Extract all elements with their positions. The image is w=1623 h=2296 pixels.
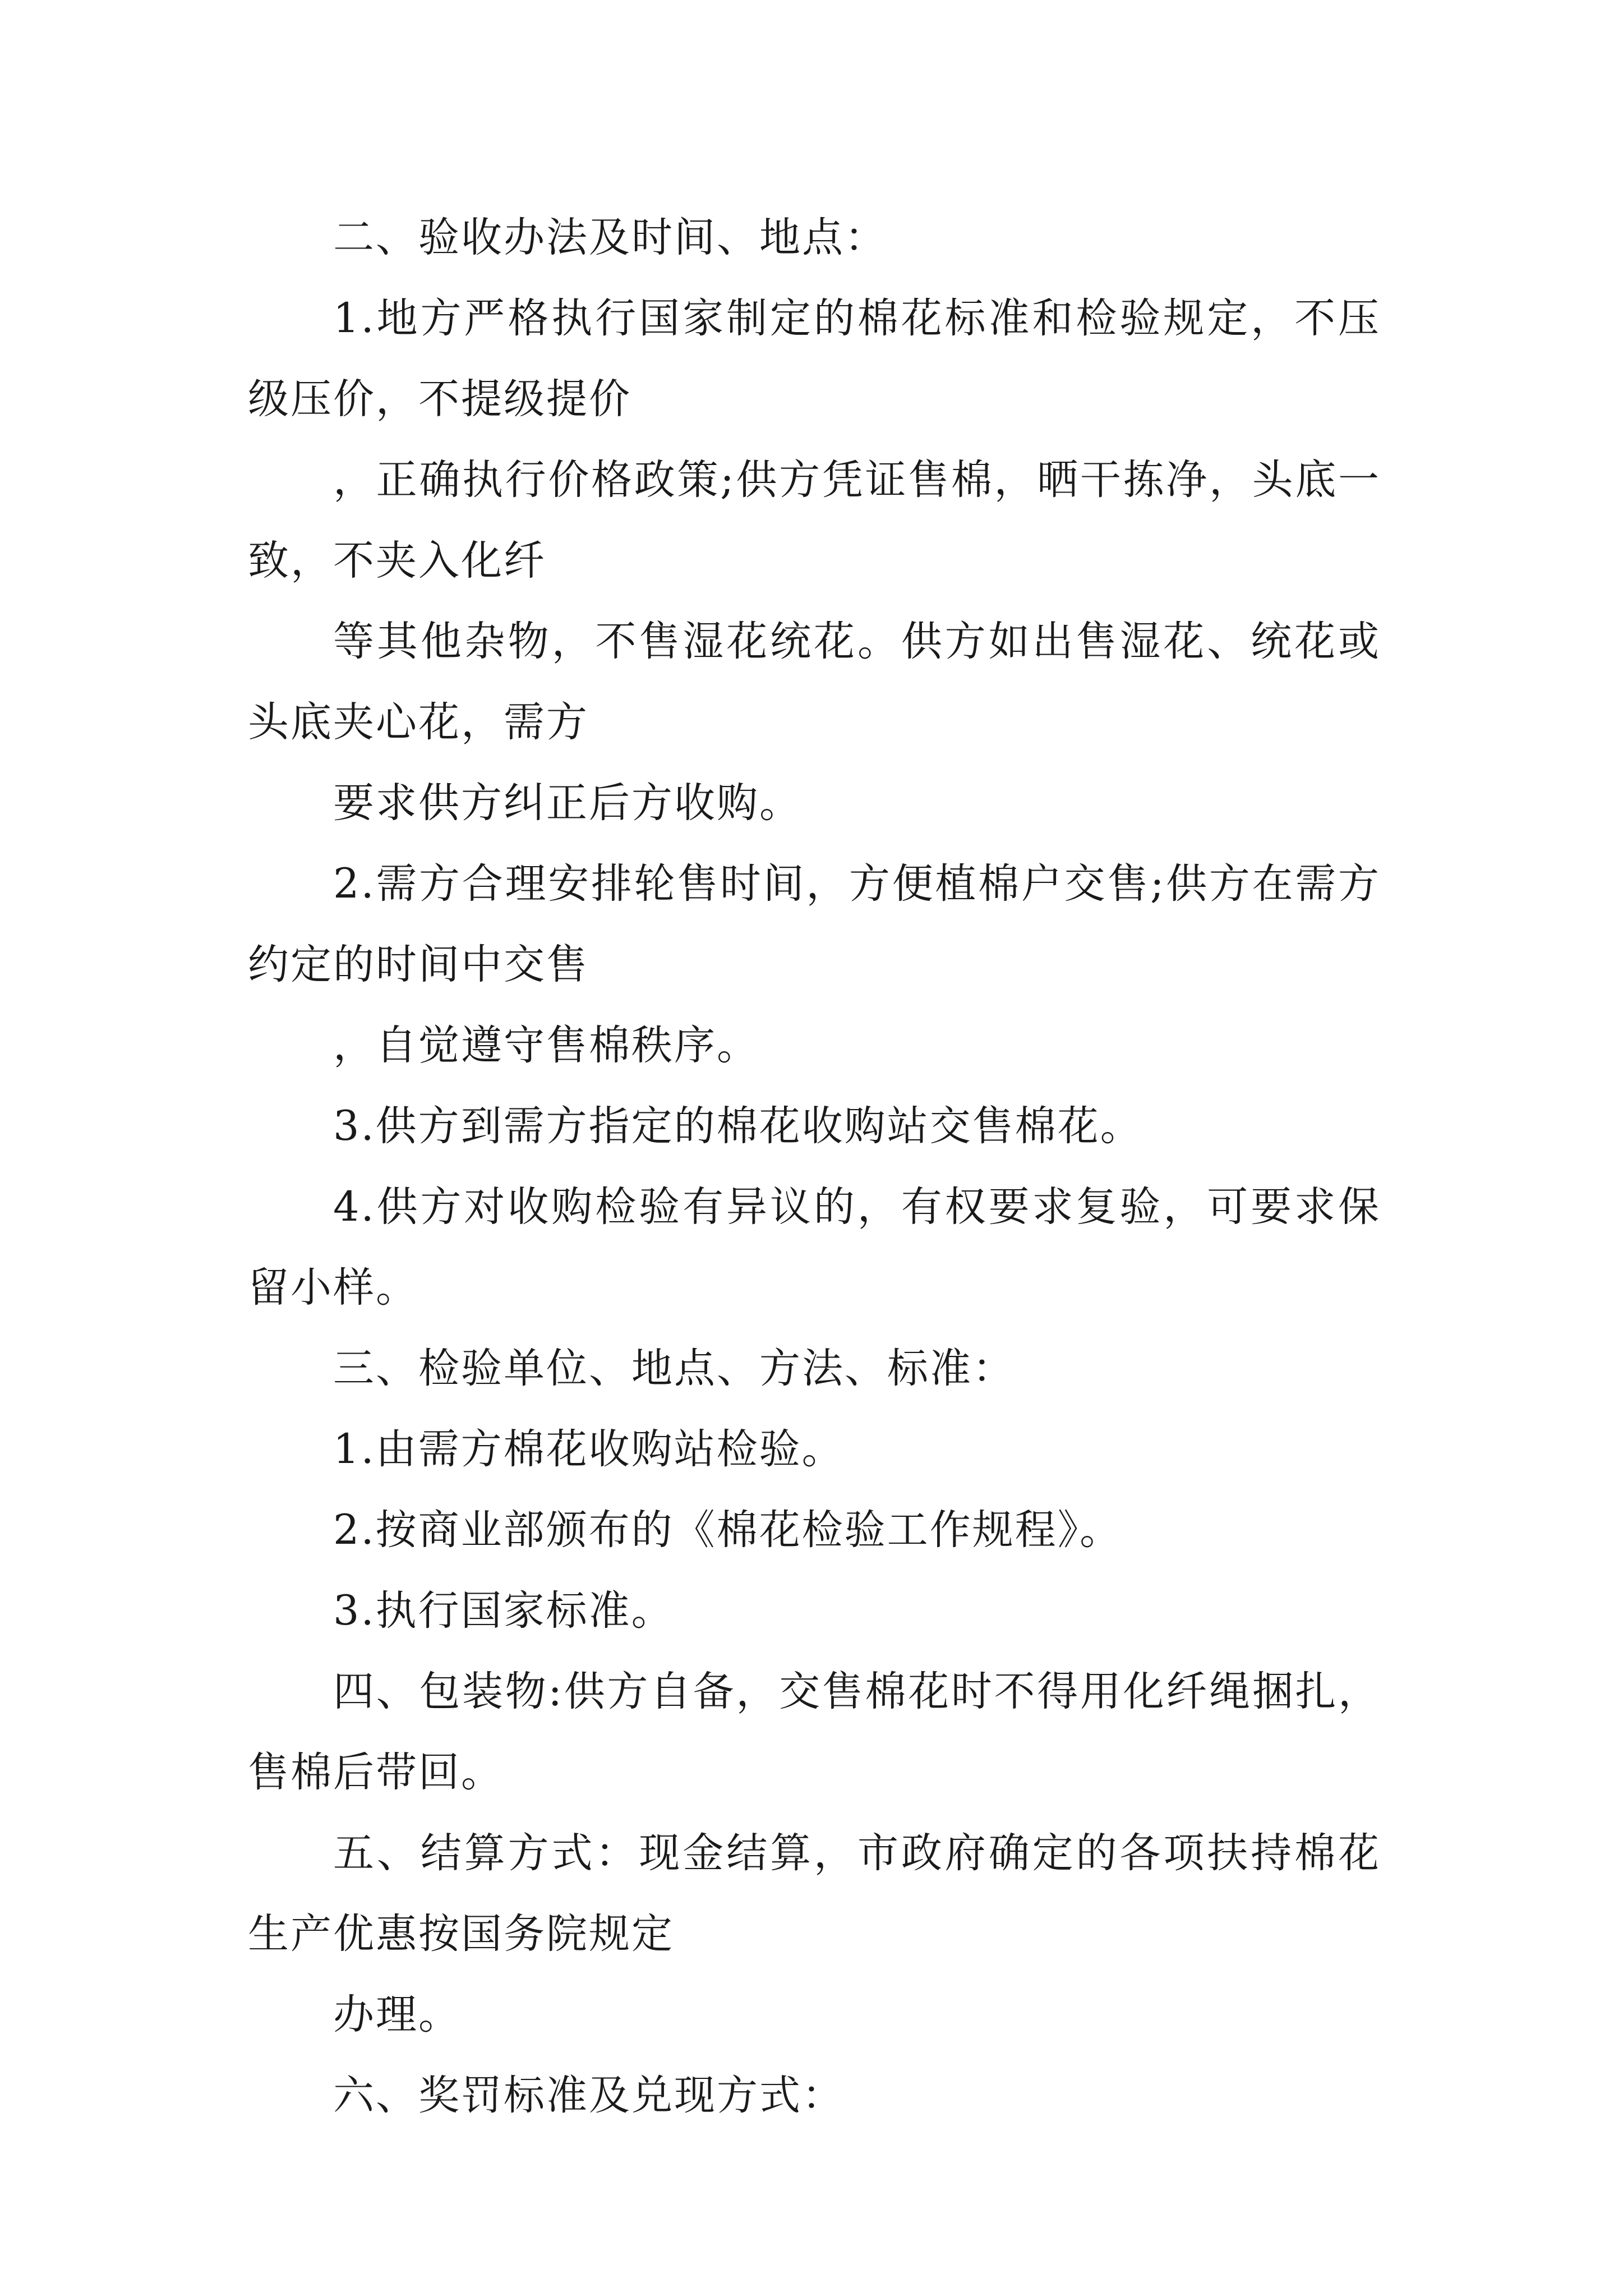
paragraph: ，正确执行价格政策;供方凭证售棉，晒干拣净，头底一致，不夹入化纤 (248, 456, 1381, 585)
paragraph: 3.执行国家标准。 (333, 1587, 674, 1635)
paragraph: 1.地方严格执行国家制定的棉花标准和检验规定，不压级压价，不提级提价 (248, 295, 1381, 423)
section-heading-rewards: 六、奖罚标准及兑现方式： (333, 2072, 845, 2119)
paragraph: 3.供方到需方指定的棉花收购站交售棉花。 (333, 1102, 1143, 1150)
section-heading-packaging: 四、包装物:供方自备，交售棉花时不得用化纤绳捆扎，售棉后带回。 (248, 1668, 1381, 1796)
paragraph: 等其他杂物，不售湿花统花。供方如出售湿花、统花或头底夹心花，需方 (248, 618, 1381, 746)
paragraph: ，自觉遵守售棉秩序。 (333, 1022, 759, 1069)
section-heading-acceptance: 二、验收办法及时间、地点： (333, 214, 887, 261)
document-body (248, 197, 1381, 2136)
paragraph: 要求供方纠正后方收购。 (333, 779, 802, 827)
paragraph: 4.供方对收购检验有异议的，有权要求复验，可要求保留小样。 (248, 1183, 1381, 1312)
paragraph: 2.按商业部颁布的《棉花检验工作规程》。 (333, 1506, 1123, 1554)
section-heading-inspection: 三、检验单位、地点、方法、标准： (333, 1345, 1015, 1392)
paragraph: 1.由需方棉花收购站检验。 (333, 1425, 845, 1473)
section-heading-settlement: 五、结算方式：现金结算，市政府确定的各项扶持棉花生产优惠按国务院规定 (248, 1829, 1381, 1958)
paragraph: 2.需方合理安排轮售时间，方便植棉户交售;供方在需方约定的时间中交售 (248, 860, 1381, 988)
paragraph: 办理。 (333, 1991, 461, 2039)
